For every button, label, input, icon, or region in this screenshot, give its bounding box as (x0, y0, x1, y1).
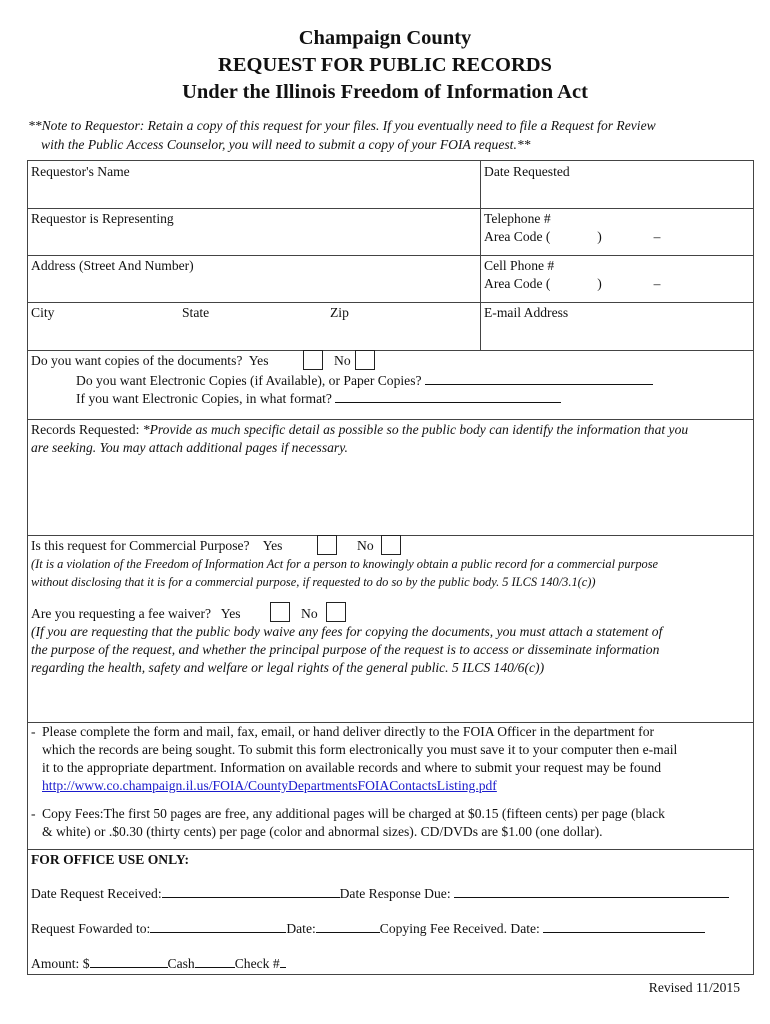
row-divider (28, 255, 753, 256)
fee-waiver-no-label: No (301, 606, 318, 621)
note-line-1: **Note to Requestor: Retain a copy of this request for your files. If you eventually need to file a Request for Review (28, 118, 656, 133)
fee-waiver-yes-checkbox[interactable] (270, 602, 290, 622)
copy-fees (42, 805, 754, 841)
electronic-format-text: If you want Electronic Copies, in what format? (76, 391, 332, 406)
paren-close: ) (597, 276, 602, 291)
forwarded-to-label: Request Fowarded to: (31, 921, 151, 936)
fee-waiver-question-text: Are you requesting a fee waiver? (31, 606, 212, 621)
cash-label: Cash (167, 956, 195, 971)
paren-close: ) (597, 229, 602, 244)
date-blank[interactable] (316, 919, 380, 933)
commercial-note-1: (It is a violation of the Freedom of Information Act for a person to knowingly obtain a public record for a commercial purpose (31, 557, 659, 571)
area-code-label: Area Code ( (484, 229, 551, 244)
area-code-label: Area Code ( (484, 276, 551, 291)
form-title (0, 25, 770, 106)
representing-field[interactable]: Requestor is Representing (31, 211, 174, 226)
fee-waiver-yes-label: Yes (220, 606, 241, 621)
amount-blank[interactable] (90, 954, 168, 968)
records-requested-field[interactable] (31, 421, 746, 457)
amount-label: Amount: $ (31, 956, 90, 971)
note-line-2: with the Public Access Counselor, you will need to submit a copy of your FOIA request.** (41, 137, 531, 152)
commercial-note-2: without disclosing that it is for a commercial purpose, if requested to do so by the public body. 5 ILCS 140/3.1(c)) (31, 575, 596, 589)
copies-yes-checkbox[interactable] (303, 350, 323, 370)
electronic-format-blank[interactable] (335, 389, 561, 403)
submission-line-1: Please complete the form and mail, fax, email, or hand deliver directly to the FOIA Officer in the department for (42, 724, 655, 739)
copies-question-text: Do you want copies of the documents? (31, 353, 243, 368)
dash: – (653, 276, 661, 291)
form-name: REQUEST FOR PUBLIC RECORDS (218, 54, 552, 76)
row-divider (28, 849, 753, 850)
commercial-note (31, 555, 751, 591)
dash: – (653, 229, 661, 244)
fee-waiver-question (31, 605, 241, 623)
electronic-format (76, 389, 561, 408)
bullet: - (31, 806, 36, 821)
copies-no-checkbox[interactable] (355, 350, 375, 370)
zip-field[interactable]: Zip (330, 305, 349, 320)
fee-waiver-note (31, 623, 751, 677)
copying-fee-blank[interactable] (543, 919, 705, 933)
check-label: Check # (234, 956, 280, 971)
cell-area-code (484, 275, 660, 293)
electronic-or-paper-text: Do you want Electronic Copies (if Available), or Paper Copies? (76, 373, 422, 388)
check-blank[interactable] (280, 954, 286, 968)
copying-fee-label: Copying Fee Received. Date: (379, 921, 540, 936)
submission-line-2: which the records are being sought. To submit this form electronically you must save it to your computer then e-mail (42, 742, 678, 757)
records-instructions-1: *Provide as much specific detail as possible so the public body can identify the information that you (142, 422, 689, 437)
cell-phone-label[interactable]: Cell Phone # (484, 258, 555, 273)
telephone-label[interactable]: Telephone # (484, 211, 551, 226)
requestor-name-field[interactable]: Requestor's Name (31, 164, 130, 179)
forwarded-row (31, 919, 705, 938)
request-form (27, 160, 754, 975)
commercial-yes-checkbox[interactable] (317, 535, 337, 555)
fee-waiver-note-1: (If you are requesting that the public body waive any fees for copying the documents, you must attach a statement of (31, 624, 663, 639)
forwarded-to-blank[interactable] (150, 919, 286, 933)
date-response-label: Date Response Due: (339, 886, 451, 901)
office-use-heading: FOR OFFICE USE ONLY: (31, 852, 189, 867)
address-field[interactable]: Address (Street And Number) (31, 258, 194, 273)
bullet: - (31, 724, 36, 739)
form-subtitle: Under the Illinois Freedom of Information Act (182, 81, 588, 103)
date-label: Date: (286, 921, 316, 936)
row-divider (28, 350, 753, 351)
electronic-or-paper (76, 371, 653, 390)
email-field[interactable]: E-mail Address (484, 305, 569, 320)
row-divider (28, 419, 753, 420)
state-field[interactable]: State (182, 305, 210, 320)
copy-fees-line-2: & white) or .$0.30 (thirty cents) per page (color and abnormal sizes). CD/DVDs are $1.00 (one dollar). (42, 824, 603, 839)
date-response-blank[interactable] (454, 884, 729, 898)
date-received-row (31, 884, 729, 903)
row-divider (28, 302, 753, 303)
requestor-note (28, 116, 748, 154)
commercial-question-text: Is this request for Commercial Purpose? (31, 538, 250, 553)
copy-fees-line-1: Copy Fees:The first 50 pages are free, any additional pages will be charged at $0.15 (fifteen cents) per page (black (42, 806, 665, 821)
commercial-question (31, 537, 282, 555)
foia-contacts-link[interactable]: http://www.co.champaign.il.us/FOIA/CountyDepartmentsFOIAContactsListing.pdf (42, 778, 497, 793)
date-requested-field[interactable]: Date Requested (484, 164, 570, 179)
fee-waiver-note-3: regarding the health, safety and welfare or legal rights of the general public. 5 ILCS 140/6(c)) (31, 660, 545, 675)
fee-waiver-note-2: the purpose of the request, and whether the principal purpose of the request is to access or disseminate information (31, 642, 660, 657)
fee-waiver-no-checkbox[interactable] (326, 602, 346, 622)
commercial-no-label: No (357, 538, 374, 553)
records-label: Records Requested: (31, 422, 140, 437)
records-instructions-2: are seeking. You may attach additional pages if necessary. (31, 440, 348, 455)
submission-line-3: it to the appropriate department. Information on available records and where to submit your request may be found (42, 760, 662, 775)
cash-blank[interactable] (195, 954, 235, 968)
revision-date: Revised 11/2015 (648, 980, 740, 995)
county-name: Champaign County (298, 27, 472, 49)
submission-instructions (42, 723, 754, 795)
telephone-area-code (484, 228, 660, 246)
commercial-no-checkbox[interactable] (381, 535, 401, 555)
date-received-label: Date Request Received: (31, 886, 162, 901)
copies-no-label: No (334, 353, 351, 368)
city-field[interactable]: City (31, 305, 55, 320)
row-divider (28, 208, 753, 209)
amount-row (31, 954, 286, 973)
electronic-or-paper-blank[interactable] (425, 371, 653, 385)
copies-question (31, 352, 269, 370)
commercial-yes-label: Yes (262, 538, 283, 553)
copies-yes-label: Yes (248, 353, 269, 368)
date-received-blank[interactable] (162, 884, 340, 898)
